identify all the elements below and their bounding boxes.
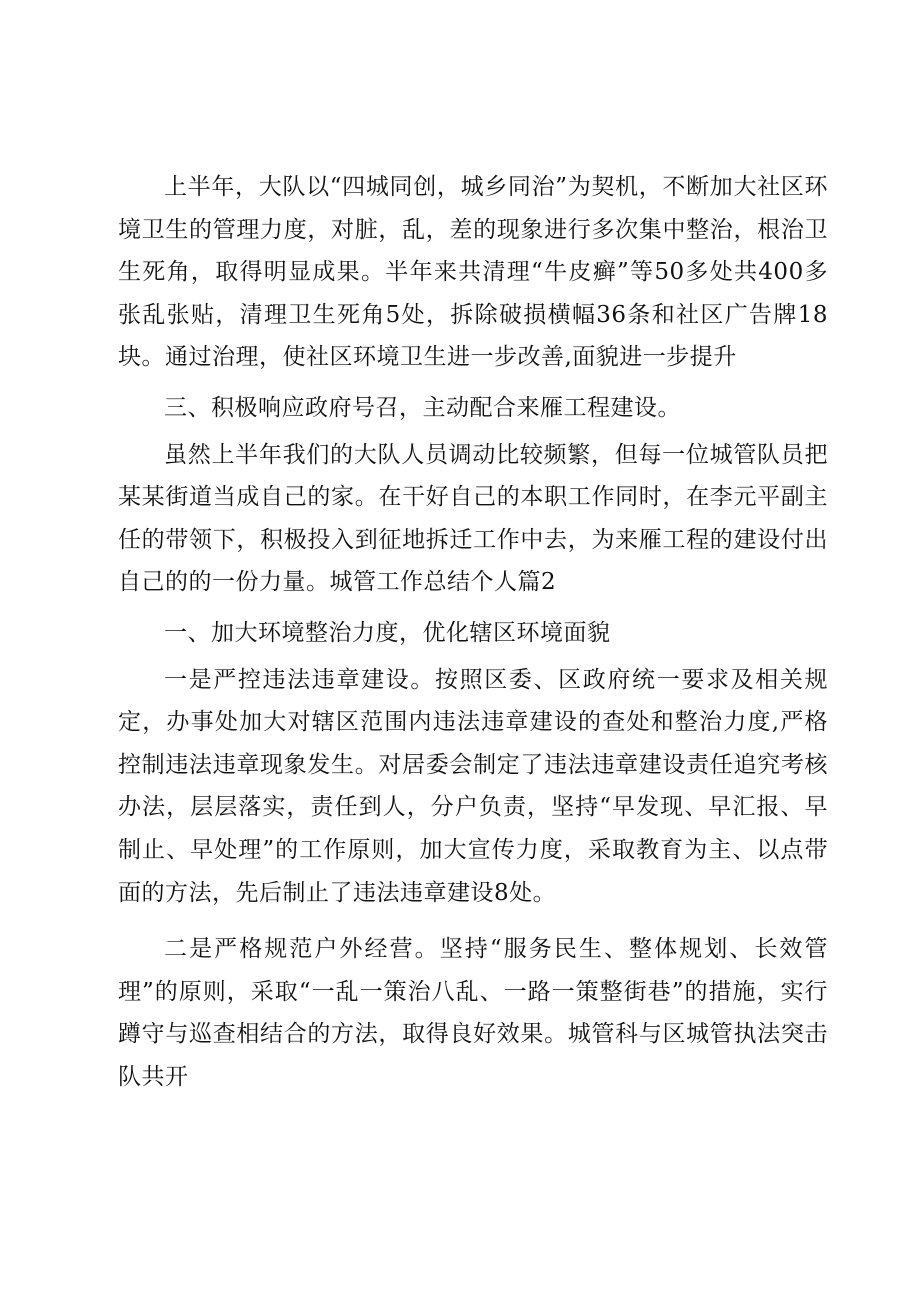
- section-heading-one: 一、加大环境整治力度，优化辖区环境面貌: [164, 619, 611, 646]
- paragraph-illegal-construction: 一是严控违法违章建设。按照区委、区政府统一要求及相关规定，办事处加大对辖区范围内违法违章建设的查处和整治力度,严格控制违法违章现象发生。对居委会制定了违法违章建设责任追究考核办法，层层落实，责任到人，分户负责，坚持“早发现、早汇报、早制止、早处理”的工作原则，加大宣传力度，采取教育为主、以点带面的方法，先后制止了违法违章建设8处。: [118, 666, 828, 906]
- section-heading-three: 三、积极响应政府号召，主动配合来雁工程建设。: [164, 394, 681, 421]
- paragraph-environment-sanitation: 上半年，大队以“四城同创，城乡同治”为契机，不断加大社区环境卫生的管理力度，对脏，乱，差的现象进行多次集中整治，根治卫生死角，取得明显成果。半年来共清理“牛皮癣”等50多处共400多张乱张贴，清理卫生死角5处，拆除破损横幅36条和社区广告牌18块。通过治理，使社区环境卫生进一步改善,面貌进一步提升: [118, 174, 828, 371]
- paragraph-outdoor-business: 二是严格规范户外经营。坚持“服务民生、整体规划、长效管理”的原则，采取“一乱一策治八乱、一路一策整街巷”的措施，实行蹲守与巡查相结合的方法，取得良好效果。城管科与区城管执法突击队共开: [118, 936, 828, 1090]
- paragraph-laiyan-project: 虽然上半年我们的大队人员调动比较频繁，但每一位城管队员把某某街道当成自己的家。在干好自己的本职工作同时，在李元平副主任的带领下，积极投入到征地拆迁工作中去，为来雁工程的建设付出自己的的一份力量。城管工作总结个人篇2: [118, 441, 828, 596]
- document-body: [118, 166, 828, 1106]
